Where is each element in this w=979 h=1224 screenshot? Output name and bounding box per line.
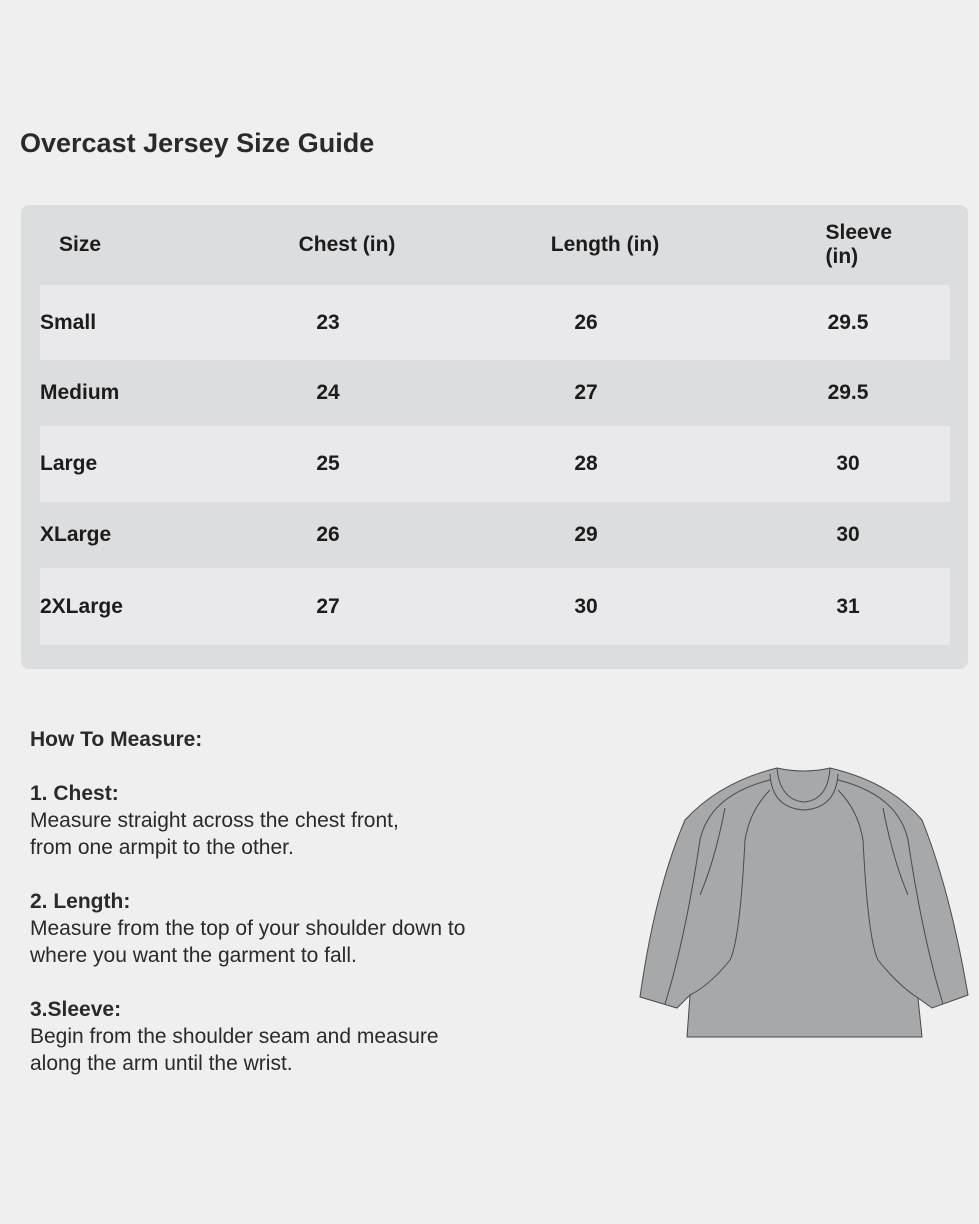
page-title: Overcast Jersey Size Guide <box>20 128 375 158</box>
length-cell: 26 <box>574 310 598 334</box>
header-chest: Chest (in) <box>298 233 396 256</box>
table-row <box>40 285 950 360</box>
size-cell: Small <box>40 310 97 334</box>
length-cell: 30 <box>574 594 598 618</box>
measure-text: where you want the garment to fall. <box>30 944 357 967</box>
chest-cell: 24 <box>316 381 340 404</box>
length-cell: 28 <box>574 452 598 475</box>
sleeve-cell: 29.5 <box>827 310 869 334</box>
sleeve-cell: 31 <box>836 594 860 618</box>
how-heading: How To Measure: <box>30 728 203 751</box>
table-row <box>40 568 950 645</box>
measure-title: 2. Length: <box>30 890 131 913</box>
measure-text: Begin from the shoulder seam and measure <box>30 1025 439 1048</box>
measure-item <box>30 996 465 1077</box>
table-row <box>40 426 950 502</box>
sleeve-cell: 30 <box>836 452 860 475</box>
measure-text: along the arm until the wrist. <box>30 1052 293 1075</box>
measure-item <box>30 780 465 861</box>
measure-title: 1. Chest: <box>30 782 119 805</box>
size-table <box>21 205 968 669</box>
table-row <box>40 360 950 426</box>
jersey-illustration <box>630 760 975 1050</box>
chest-cell: 26 <box>316 523 340 546</box>
size-cell: Medium <box>40 381 120 404</box>
length-cell: 27 <box>574 381 598 404</box>
chest-cell: 27 <box>316 594 340 618</box>
measure-text: Measure from the top of your shoulder down to <box>30 917 466 940</box>
length-cell: 29 <box>574 523 598 546</box>
how-to-measure <box>30 726 465 1104</box>
size-cell: 2XLarge <box>40 594 123 618</box>
table-row <box>40 502 950 568</box>
measure-item <box>30 888 465 969</box>
table-header <box>40 205 950 285</box>
header-sleeve: Sleeve (in) <box>825 221 893 268</box>
measure-title: 3.Sleeve: <box>30 998 122 1021</box>
measure-text: Measure straight across the chest front, <box>30 809 399 832</box>
sleeve-cell: 29.5 <box>827 381 869 404</box>
chest-cell: 23 <box>316 310 340 334</box>
size-cell: XLarge <box>40 523 112 546</box>
header-length: Length (in) <box>550 233 660 256</box>
sleeve-cell: 30 <box>836 523 860 546</box>
size-cell: Large <box>40 452 98 475</box>
header-size: Size <box>59 233 102 256</box>
measure-text: from one armpit to the other. <box>30 836 294 859</box>
chest-cell: 25 <box>316 452 340 475</box>
